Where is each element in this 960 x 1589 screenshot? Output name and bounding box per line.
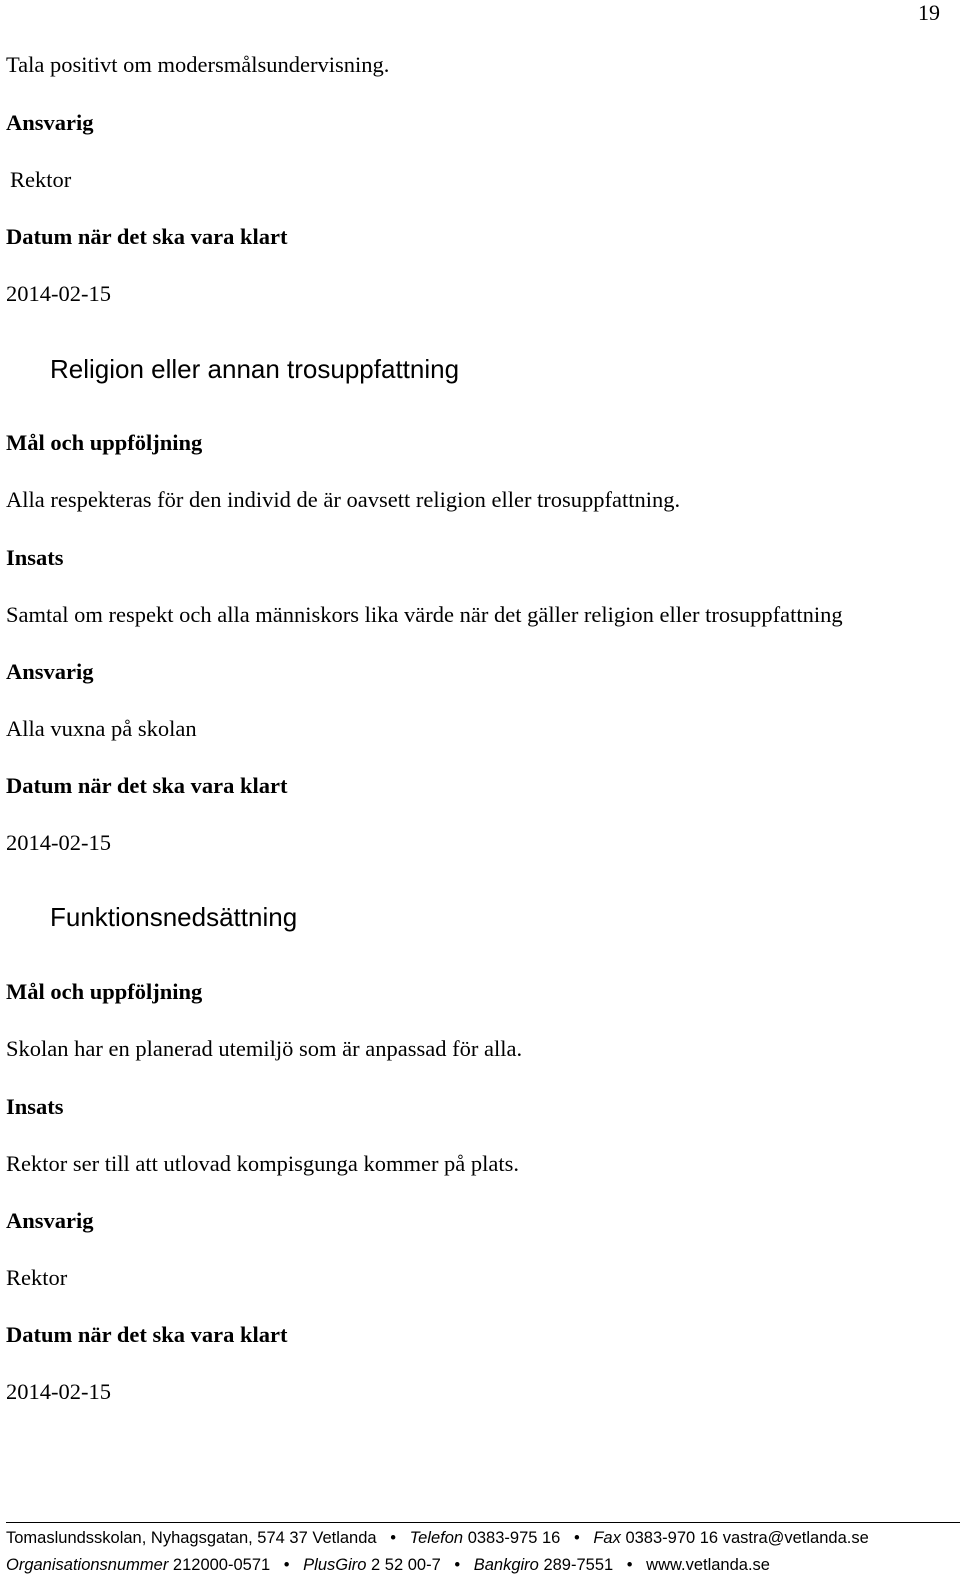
ansvarig-label: Ansvarig xyxy=(6,659,94,684)
datum-value: 2014-02-15 xyxy=(6,830,111,855)
footer-fax-label: Fax xyxy=(593,1529,621,1547)
section-title-funktionsnedsattning: Funktionsnedsättning xyxy=(50,902,298,932)
ansvarig-label: Ansvarig xyxy=(6,1208,94,1233)
footer-divider xyxy=(6,1522,960,1523)
footer-telefon-value: 0383-975 16 xyxy=(467,1529,561,1547)
footer-fax-value: 0383-970 16 xyxy=(625,1529,719,1547)
footer-bullet: • xyxy=(626,1556,633,1574)
ansvarig-value: Rektor xyxy=(6,1265,68,1290)
footer-plusgiro-label: PlusGiro xyxy=(303,1556,367,1574)
ansvarig-value: Alla vuxna på skolan xyxy=(6,716,197,741)
mal-text: Alla respekteras för den individ de är oavsett religion eller trosuppfattning. xyxy=(6,487,681,512)
insats-label: Insats xyxy=(6,545,64,570)
footer-bullet: • xyxy=(390,1529,396,1547)
footer-bullet: • xyxy=(283,1556,290,1574)
insats-text: Rektor ser till att utlovad kompisgunga kommer på plats. xyxy=(6,1151,520,1176)
footer-orgnr-value: 212000-0571 xyxy=(172,1556,271,1574)
mal-label: Mål och uppföljning xyxy=(6,430,203,455)
datum-label: Datum när det ska vara klart xyxy=(6,1322,288,1347)
footer-telefon-label: Telefon xyxy=(409,1529,464,1547)
footer-line-payment xyxy=(6,1556,770,1575)
datum-value: 2014-02-15 xyxy=(6,281,111,306)
datum-label: Datum när det ska vara klart xyxy=(6,224,288,249)
footer-bankgiro-label: Bankgiro xyxy=(473,1556,539,1574)
insats-text: Samtal om respekt och alla människors lika värde när det gäller religion eller trosuppfattning xyxy=(6,602,843,627)
footer-email[interactable]: vastra@vetlanda.se xyxy=(722,1529,869,1547)
footer-line-contact xyxy=(6,1529,869,1548)
footer-address: Tomaslundsskolan, Nyhagsgatan, 574 37 Vetlanda xyxy=(6,1529,377,1547)
footer-orgnr-label: Organisationsnummer xyxy=(6,1556,169,1574)
intro-line: Tala positivt om modersmålsundervisning. xyxy=(6,52,390,77)
section-title-religion: Religion eller annan trosuppfattning xyxy=(50,354,460,384)
ansvarig-label: Ansvarig xyxy=(6,110,94,135)
datum-label: Datum när det ska vara klart xyxy=(6,773,288,798)
footer-bullet: • xyxy=(454,1556,461,1574)
ansvarig-value: Rektor xyxy=(10,167,72,192)
footer-plusgiro-value: 2 52 00-7 xyxy=(371,1556,441,1574)
page-number: 19 xyxy=(918,0,940,25)
mal-text: Skolan har en planerad utemiljö som är anpassad för alla. xyxy=(6,1036,523,1061)
mal-label: Mål och uppföljning xyxy=(6,979,203,1004)
footer-bankgiro-value: 289-7551 xyxy=(543,1556,614,1574)
footer-bullet: • xyxy=(573,1529,580,1547)
datum-value: 2014-02-15 xyxy=(6,1379,111,1404)
insats-label: Insats xyxy=(6,1094,64,1119)
footer-website[interactable]: www.vetlanda.se xyxy=(646,1556,770,1574)
